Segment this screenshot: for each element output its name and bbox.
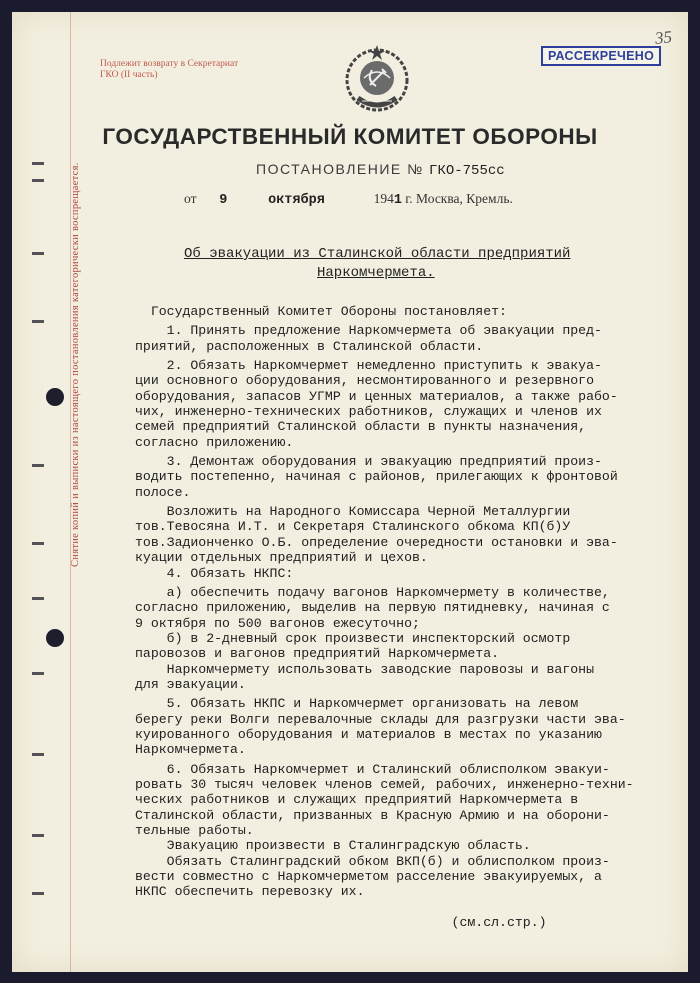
body-line: ции основного оборудования, несмонтированного и резервного — [135, 373, 594, 389]
page-number: 35 — [654, 27, 673, 48]
date-place: г. Москва, Кремль. — [405, 191, 513, 206]
body-line: оборудования, запасов УГМР и ценных материалов, а также рабо- — [135, 388, 618, 404]
body-line: ровать 30 тысяч человек членов семей, рабочих, инженерно-техни- — [135, 776, 634, 792]
body-line: семей предприятий Сталинской области в пункты назначения, — [135, 419, 587, 435]
date-day: 9 — [219, 193, 228, 208]
body-line: а) обеспечить подачу вагонов Наркомчермету в количестве, — [135, 584, 610, 600]
return-stamp-line: Подлежит возврату в Секретариат — [100, 59, 239, 69]
decree-label: ПОСТАНОВЛЕНИЕ № — [256, 161, 424, 177]
date-year-digit: 1 — [393, 193, 402, 208]
body-line: тов.Задионченко О.Б. определение очередности остановки и эва- — [135, 534, 618, 550]
body-line: приятий, расположенных в Сталинской области. — [135, 338, 484, 354]
binder-mark — [32, 464, 44, 467]
body-line: тов.Тевосяна И.Т. и Секретаря Сталинского обкома КП(б)У — [135, 519, 571, 535]
body-line: Эвакуацию произвести в Сталинградскую область. — [135, 838, 531, 854]
declassified-stamp: РАССЕКРЕЧЕНО — [541, 46, 661, 66]
body-line: Обязать Сталинградский обком ВКП(б) и облисполком произ- — [135, 853, 610, 869]
body-line: согласно приложению. — [135, 434, 294, 450]
body-line: тельные работы. — [135, 823, 254, 838]
body-line: Наркомчермета. — [135, 742, 246, 758]
decree-body — [135, 304, 695, 930]
decree-number: ГКО-755сс — [429, 163, 505, 179]
body-line: водить постепенно, начиная с районов, прилегающих к фронтовой — [135, 469, 618, 485]
body-line: вести совместно с Наркомчерметом расселение эвакуируемых, а — [135, 869, 602, 885]
binder-mark — [32, 753, 44, 756]
body-line: 3. Демонтаж оборудования и эвакуацию предприятий произ- — [135, 454, 602, 470]
decree-heading — [256, 161, 505, 179]
subject-line: Наркомчермета. — [317, 265, 435, 281]
body-line: чих, инженерно-технических работников, служащих и членов их — [135, 404, 602, 420]
date-line — [184, 191, 513, 208]
body-line: Сталинской области, призванных в Красную Армию и на оборони- — [135, 807, 610, 823]
date-prefix: от — [184, 191, 197, 206]
binder-mark — [32, 542, 44, 545]
copy-prohibition-note: Снятие копий и выписки из настоящего постановления категорически воспрещается. — [70, 162, 81, 567]
return-stamp-line: ГКО (II часть) — [100, 70, 158, 80]
date-year-prefix: 194 — [373, 191, 394, 206]
body-line: берегу реки Волги перевалочные склады для разгрузки части эва- — [135, 711, 626, 727]
body-line: (см.сл.стр.) — [135, 915, 547, 931]
body-line: Возложить на Народного Комиссара Черной Металлургии — [135, 504, 571, 520]
decree-subject — [184, 245, 570, 283]
body-line: НКПС обеспечить перевозку их. — [135, 884, 365, 900]
binder-mark — [32, 892, 44, 895]
state-emblem-icon — [342, 42, 412, 116]
date-month: октября — [268, 193, 325, 208]
body-line: 5. Обязать НКПС и Наркомчермет организовать на левом — [135, 696, 579, 712]
body-line: куации отдельных предприятий и цехов. — [135, 550, 428, 566]
binder-mark — [32, 320, 44, 323]
binder-mark — [32, 834, 44, 837]
binder-mark — [32, 252, 44, 255]
return-stamp — [100, 59, 238, 81]
page-title: ГОСУДАРСТВЕННЫЙ КОМИТЕТ ОБОРОНЫ — [102, 124, 598, 149]
binder-hole — [46, 388, 64, 406]
body-line: 2. Обязать Наркомчермет немедленно приступить к эвакуа- — [135, 358, 602, 374]
binder-mark — [32, 672, 44, 675]
body-line: Наркомчермету использовать заводские паровозы и вагоны — [135, 661, 594, 677]
body-line — [135, 900, 695, 915]
document-page — [12, 12, 688, 972]
body-line: для эвакуации. — [135, 676, 246, 692]
body-line: полосе. — [135, 484, 191, 500]
body-line: б) в 2-дневный срок произвести инспекторский осмотр — [135, 630, 571, 646]
binder-mark — [32, 179, 44, 182]
body-line: паровозов и вагонов предприятий Наркомчермета. — [135, 646, 500, 662]
binder-hole — [46, 629, 64, 647]
body-line: ческих работников и служащих предприятий Наркомчермета в — [135, 792, 579, 808]
body-line: 1. Принять предложение Наркомчермета об эвакуации пред- — [135, 323, 602, 339]
body-line: куированного оборудования и материалов в местах по указанию — [135, 726, 602, 742]
binder-mark — [32, 597, 44, 600]
body-line: 6. Обязать Наркомчермет и Сталинский облисполком эвакуи- — [135, 761, 610, 777]
body-line: 9 октября по 500 вагонов ежесуточно; — [135, 615, 420, 631]
body-line: Государственный Комитет Обороны постановляет: — [135, 304, 507, 319]
body-line: 4. Обязать НКПС: — [135, 565, 294, 581]
body-line: согласно приложению, выделив на первую пятидневку, начиная с — [135, 600, 610, 616]
subject-line: Об эвакуации из Сталинской области предприятий — [184, 246, 571, 262]
binder-mark — [32, 162, 44, 165]
